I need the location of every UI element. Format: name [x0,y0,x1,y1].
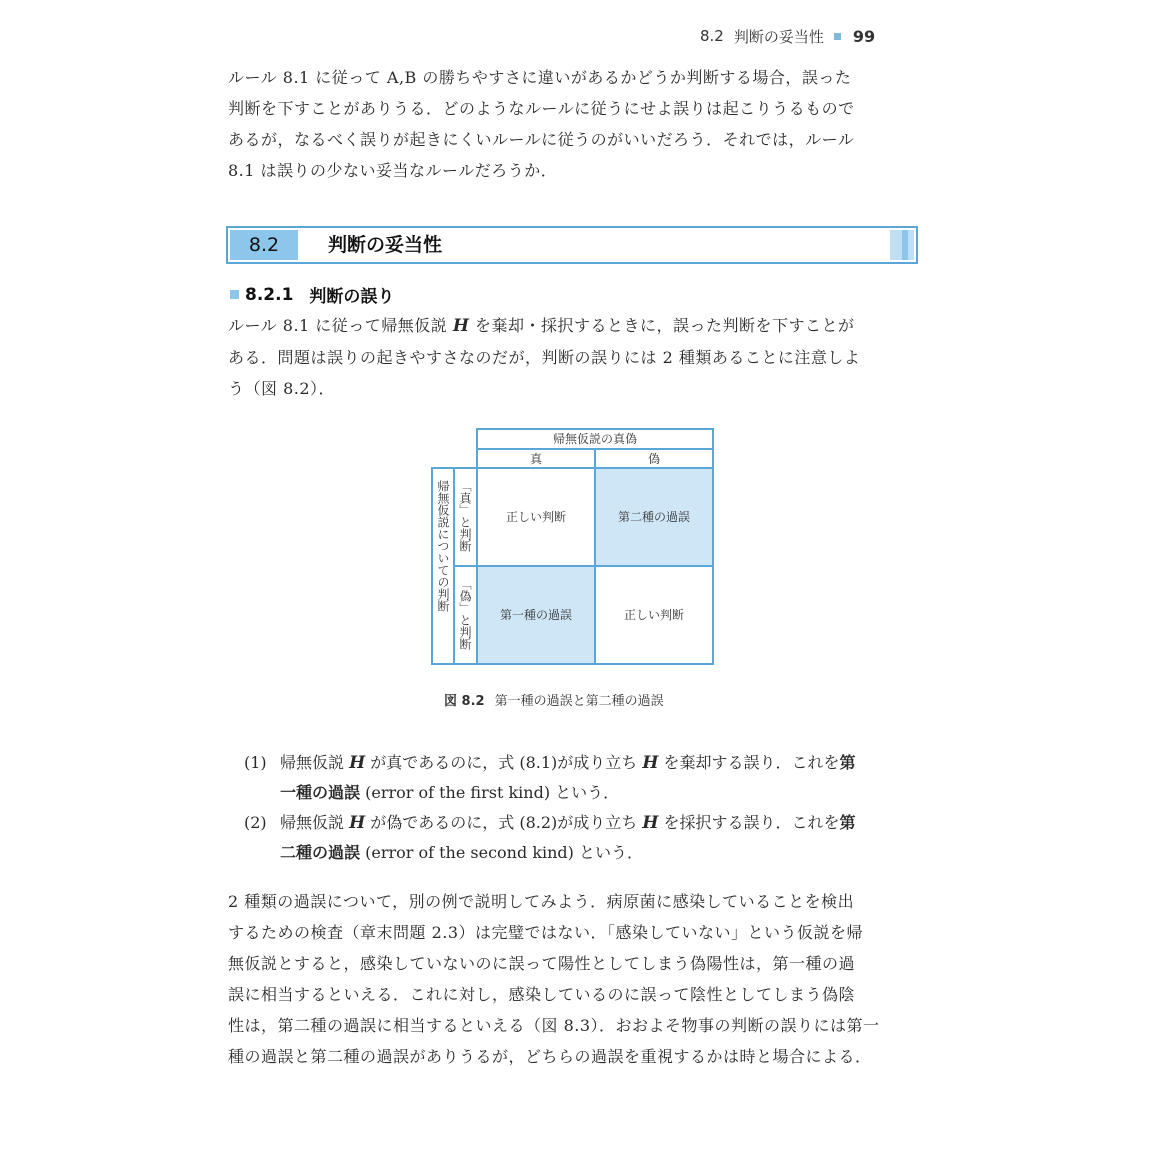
symbol-h: H [349,813,366,833]
text-line: 8.1 は誤りの少ない妥当なルールだろうか． [228,161,558,180]
text-line: 性は，第二種の過誤に相当するといえる（図 8.3）．おおよそ物事の判断の誤りには第一 [228,1016,880,1035]
error-types-figure [430,428,714,668]
col-true-label: 真 [529,452,543,466]
subsection-number: 8.2.1 [245,284,294,305]
text-line: 種の過誤と第二種の過誤がありうるが，どちらの過誤を重視するかは時と場合による． [228,1047,872,1066]
text-line: あるが，なるべく誤りが起きにくいルールに従うのがいいだろう．それでは，ルール [228,130,855,149]
text-span: が偽であるのに，式 (8.2)が成り立ち [365,813,643,832]
caption-text: 第一種の過誤と第二種の過誤 [494,694,664,709]
text-span: を棄却・採択するときに，誤った判断を下すことが [469,316,855,335]
text-line: するための検査（章末問題 2.3）は完璧ではない．「感染していない」という仮説を帰 [228,923,864,942]
text-span: (error of the second kind) という． [360,843,644,862]
running-head-section: 8.2 [700,27,724,45]
text-line: 判断を下すことがありうる．どのようなルールに従うにせよ誤りは起こりうるもので [228,99,855,118]
subsection-title: 判断の誤り [309,287,395,307]
list-item [244,748,920,808]
running-head [700,24,910,48]
term-bold: 二種の過誤 [280,843,361,862]
text-span: を棄却する誤り．これを [658,753,840,772]
text-span: 帰無仮説 [280,813,350,832]
subsection-heading [230,282,394,307]
row-false-label: 「偽」と判断 [458,578,472,650]
heading-end-bar-inner [902,230,908,260]
term-bold: 一種の過誤 [280,783,361,802]
body-paragraph [228,310,920,404]
term-bold: 第 [839,813,856,832]
symbol-h: H [642,813,659,833]
section-heading [226,226,918,264]
text-span: ルール 8.1 に従って帰無仮説 [228,316,453,335]
cell-ff-label: 正しい判断 [623,608,685,622]
list-number: (1) [244,753,267,772]
running-head-title: 判断の妥当性 [733,27,824,46]
text-line: 無仮説とすると，感染していないのに誤って陽性としてしまう偽陽性は，第一種の過 [228,954,856,973]
error-definition-list [244,748,920,868]
side-header-label: 帰無仮説についての判断 [436,480,450,612]
page-number: 99 [852,26,876,46]
example-paragraph [228,886,920,1072]
text-line [228,310,920,342]
symbol-h: H [349,753,366,773]
text-span: 帰無仮説 [280,753,350,772]
text-line: 誤に相当するといえる．これに対し，感染しているのに誤って陰性としてしまう偽陰 [228,985,856,1004]
list-item [244,808,920,868]
intro-paragraph [228,62,920,186]
list-number: (2) [244,813,267,832]
cell-tt-label: 正しい判断 [505,510,567,524]
symbol-h: H [452,316,470,336]
text-line: う（図 8.2）． [228,379,336,398]
section-number: 8.2 [230,230,298,260]
square-marker-icon [230,290,239,299]
col-false-label: 偽 [647,452,661,466]
text-span: (error of the first kind) という． [360,783,620,802]
caption-label: 図 8.2 [444,694,485,709]
term-bold: 第 [839,753,856,772]
text-line: 2 種類の過誤について，別の例で説明してみよう．病原菌に感染していることを検出 [228,892,855,911]
row-true-label: 「真」と判断 [458,480,472,552]
square-marker-icon [834,33,841,40]
text-line: ある．問題は誤りの起きやすさなのだが，判断の誤りには 2 種類あることに注意しよ [228,348,861,367]
cell-ft-label: 第一種の過誤 [499,608,573,622]
text-span: が真であるのに，式 (8.1)が成り立ち [365,753,643,772]
symbol-h: H [642,753,659,773]
text-line: ルール 8.1 に従って A,B の勝ちやすさに違いがあるかどうか判断する場合，誤った [228,68,852,87]
cell-tf-label: 第二種の過誤 [617,510,691,524]
top-header-label: 帰無仮説の真偽 [552,432,638,446]
text-span: を採択する誤り．これを [658,813,840,832]
figure-caption [444,690,664,709]
section-title: 判断の妥当性 [328,234,443,256]
